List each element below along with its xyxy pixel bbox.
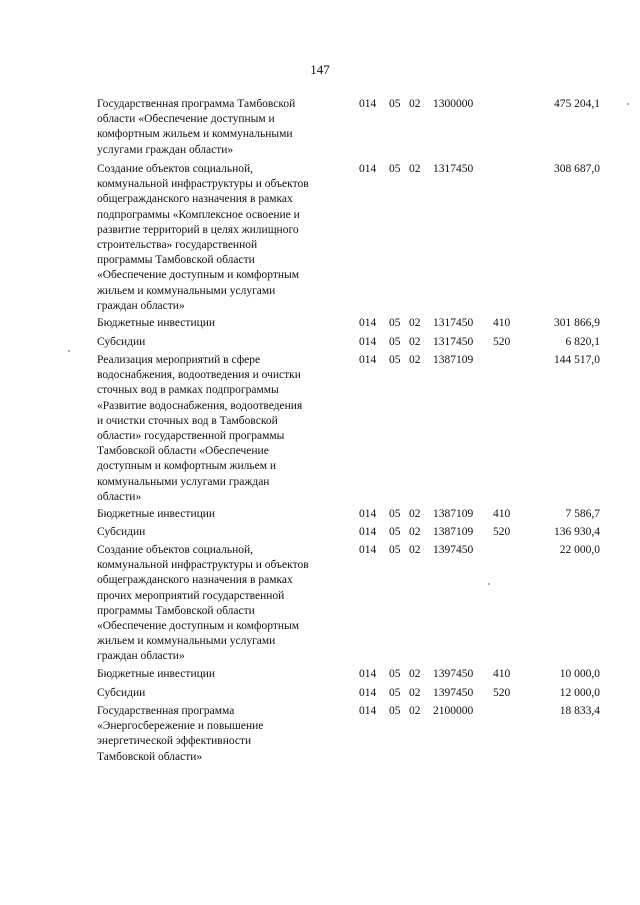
scan-speck [68, 350, 70, 352]
target-article-code: 1317450 [433, 317, 474, 329]
target-article-code: 1317450 [433, 336, 474, 348]
target-article-code: 1387109 [433, 508, 474, 520]
amount: 18 833,4 [559, 705, 600, 717]
subsection-code: 02 [409, 544, 421, 556]
amount: 22 000,0 [559, 544, 600, 556]
section-code: 05 [389, 317, 401, 329]
subsection-code: 02 [409, 705, 421, 717]
subsection-code: 02 [409, 98, 421, 110]
expense-type-code: 520 [493, 526, 511, 538]
section-code: 05 [389, 336, 401, 348]
row-name: Создание объектов социальной, коммунальной инфраструктуры и объектов общегражданского назначения в рамках подпрограммы «Комплексное освоение и развитие территорий в целях жилищного строительства» государственной программы Тамбовской области «Обеспечение доступным и комфортным жильем и коммунальными услугами граждан области» [97, 163, 309, 312]
target-article-code: 1387109 [433, 354, 474, 366]
subsection-code: 02 [409, 317, 421, 329]
subsection-code: 02 [409, 163, 421, 175]
amount: 12 000,0 [559, 687, 600, 699]
amount: 6 820,1 [565, 336, 600, 348]
target-article-code: 1387109 [433, 526, 474, 538]
expense-type-code: 520 [493, 336, 511, 348]
page-number: 147 [310, 62, 330, 77]
section-code: 05 [389, 354, 401, 366]
subsection-code: 02 [409, 526, 421, 538]
amount: 136 930,4 [554, 526, 600, 538]
row-name: Государственная программа Тамбовской области «Обеспечение доступным и комфортным жильем и коммунальными услугами граждан области» [97, 98, 296, 156]
subsection-code: 02 [409, 508, 421, 520]
admin-code: 014 [359, 317, 377, 329]
expense-type-code: 410 [493, 317, 511, 329]
section-code: 05 [389, 668, 401, 680]
admin-code: 014 [359, 526, 377, 538]
expense-type-code: 520 [493, 687, 511, 699]
section-code: 05 [389, 526, 401, 538]
admin-code: 014 [359, 687, 377, 699]
section-code: 05 [389, 705, 401, 717]
admin-code: 014 [359, 508, 377, 520]
row-name: Бюджетные инвестиции [97, 508, 216, 520]
admin-code: 014 [359, 705, 377, 717]
section-code: 05 [389, 163, 401, 175]
row-name: Бюджетные инвестиции [97, 668, 216, 680]
row-name: Субсидии [97, 526, 146, 538]
row-name: Субсидии [97, 687, 146, 699]
admin-code: 014 [359, 98, 377, 110]
admin-code: 014 [359, 668, 377, 680]
row-name: Субсидии [97, 336, 146, 348]
target-article-code: 1397450 [433, 544, 474, 556]
subsection-code: 02 [409, 336, 421, 348]
amount: 308 687,0 [554, 163, 600, 175]
row-name: Реализация мероприятий в сфере водоснабжения, водоотведения и очистки сточных вод в рамках подпрограммы «Развитие водоснабжения, водоотведения и очистки сточных вод в Тамбовской области» государственной программы Тамбовской области «Обеспечение доступным и комфортным жильем и коммунальными услугами граждан области» [97, 354, 303, 503]
row-name: Создание объектов социальной, коммунальной инфраструктуры и объектов общегражданского назначения в рамках прочих мероприятий государственной программы Тамбовской области «Обеспечение доступным и комфортным жильем и коммунальными услугами граждан области» [97, 544, 309, 663]
admin-code: 014 [359, 163, 377, 175]
subsection-code: 02 [409, 668, 421, 680]
admin-code: 014 [359, 336, 377, 348]
subsection-code: 02 [409, 687, 421, 699]
amount: 7 586,7 [565, 508, 600, 520]
amount: 10 000,0 [559, 668, 600, 680]
target-article-code: 1317450 [433, 163, 474, 175]
row-name: Бюджетные инвестиции [97, 317, 216, 329]
expense-type-code: 410 [493, 668, 511, 680]
target-article-code: 1300000 [433, 98, 474, 110]
admin-code: 014 [359, 354, 377, 366]
target-article-code: 1397450 [433, 687, 474, 699]
expense-type-code: 410 [493, 508, 511, 520]
subsection-code: 02 [409, 354, 421, 366]
amount: 475 204,1 [554, 98, 600, 110]
scan-speck [627, 103, 629, 105]
row-name: Государственная программа «Энергосбережение и повышение энергетической эффективности Тамбовской области» [97, 705, 264, 763]
section-code: 05 [389, 687, 401, 699]
section-code: 05 [389, 508, 401, 520]
amount: 144 517,0 [554, 354, 600, 366]
target-article-code: 1397450 [433, 668, 474, 680]
target-article-code: 2100000 [433, 705, 474, 717]
amount: 301 866,9 [554, 317, 600, 329]
admin-code: 014 [359, 544, 377, 556]
section-code: 05 [389, 544, 401, 556]
scan-speck [488, 583, 490, 585]
section-code: 05 [389, 98, 401, 110]
